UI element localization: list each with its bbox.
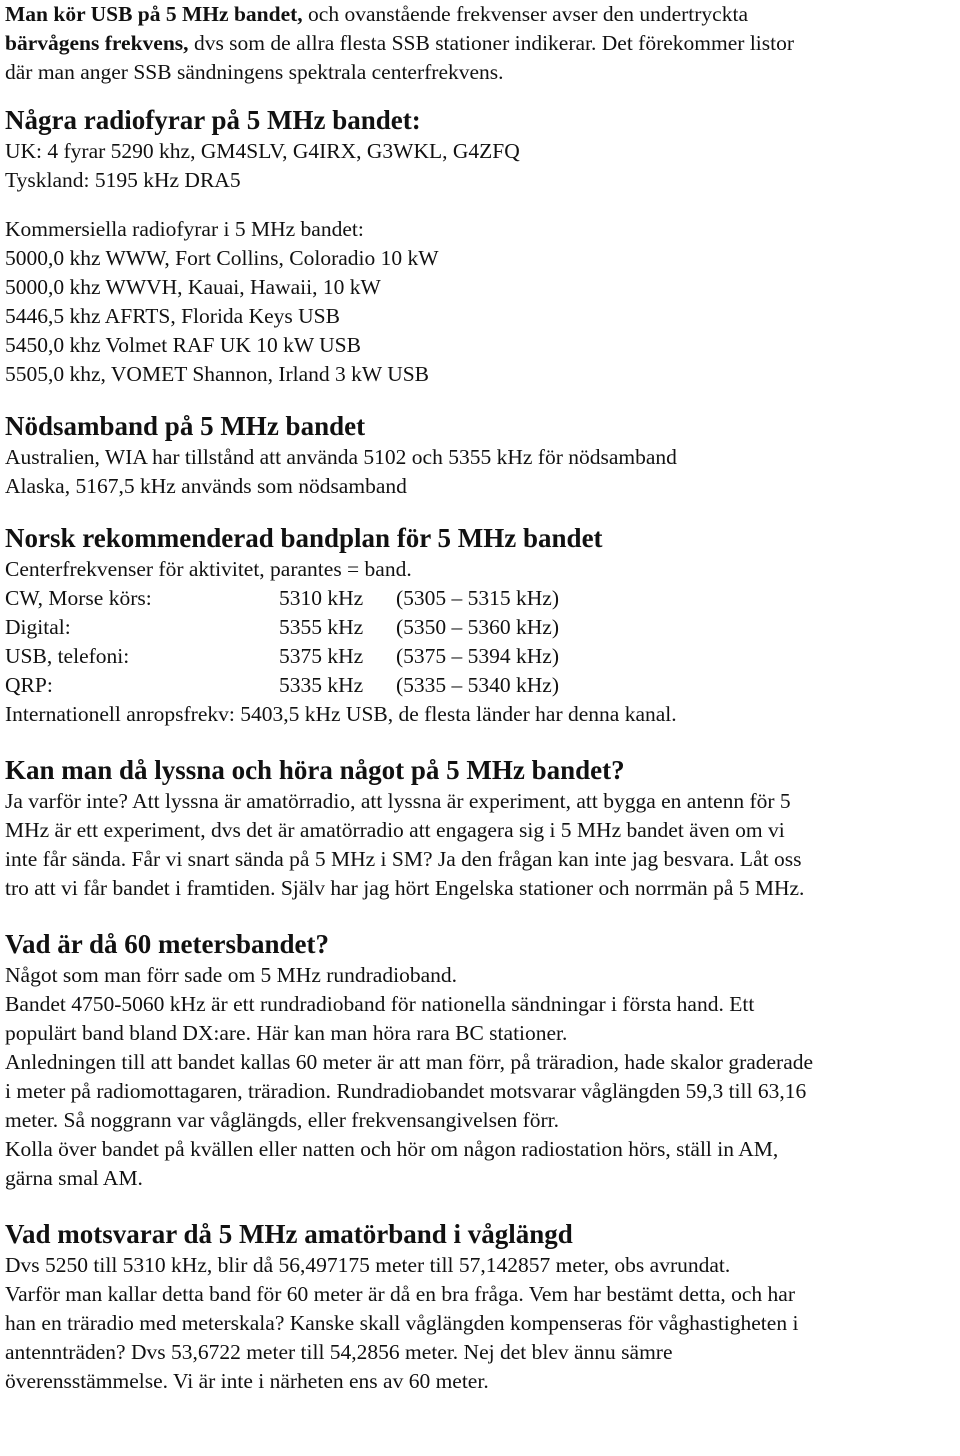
bandplan-mode: CW, Morse körs: bbox=[5, 586, 152, 610]
listen-heading: Kan man då lyssna och höra något på 5 MHz bandet? bbox=[5, 755, 625, 785]
bandplan-mode: Digital: bbox=[5, 615, 71, 639]
emergency-heading: Nödsamband på 5 MHz bandet bbox=[5, 411, 366, 441]
sixty-line: Bandet 4750-5060 kHz är ett rundradioband för nationella sändningar i första hand. Ett bbox=[5, 992, 755, 1016]
sixty-heading: Vad är då 60 metersbandet? bbox=[5, 929, 330, 959]
bandplan-band: (5335 – 5340 kHz) bbox=[396, 673, 560, 697]
wavelength-line: Varför man kallar detta band för 60 meter är då en bra fråga. Vem har bestämt detta, och har bbox=[5, 1282, 795, 1306]
bandplan-mode: USB, telefoni: bbox=[5, 644, 130, 668]
wavelength-line: överensstämmelse. Vi är inte i närheten ens av 60 meter. bbox=[5, 1369, 489, 1393]
bandplan-freq: 5335 kHz bbox=[279, 673, 364, 697]
bandplan-row bbox=[5, 584, 955, 613]
emergency-section bbox=[5, 409, 955, 501]
beacons-section bbox=[5, 103, 955, 195]
intro-line-2 bbox=[5, 29, 955, 58]
intro-line-3: där man anger SSB sändningens spektrala centerfrekvens. bbox=[5, 60, 504, 84]
sixty-line: Något som man förr sade om 5 MHz rundradioband. bbox=[5, 963, 457, 987]
bandplan-section bbox=[5, 521, 955, 729]
intro-paragraph bbox=[5, 0, 955, 87]
bandplan-freq: 5355 kHz bbox=[279, 615, 364, 639]
commercial-line: 5505,0 khz, VOMET Shannon, Irland 3 kW USB bbox=[5, 362, 430, 386]
listen-line: inte får sända. Får vi snart sända på 5 MHz i SM? Ja den frågan kan inte jag besvara. Låt oss bbox=[5, 847, 802, 871]
wavelength-line: Dvs 5250 till 5310 kHz, blir då 56,497175 meter till 57,142857 meter, obs avrundat. bbox=[5, 1253, 731, 1277]
calling-frequency: Internationell anropsfrekv: 5403,5 kHz USB, de flesta länder har denna kanal. bbox=[5, 702, 677, 726]
bandplan-heading: Norsk rekommenderad bandplan för 5 MHz bandet bbox=[5, 523, 603, 553]
commercial-line: 5446,5 khz AFRTS, Florida Keys USB bbox=[5, 304, 340, 328]
sixty-line: Anledningen till att bandet kallas 60 meter är att man förr, på träradion, hade skalor graderade bbox=[5, 1050, 814, 1074]
wavelength-section bbox=[5, 1217, 955, 1396]
wavelength-heading: Vad motsvarar då 5 MHz amatörband i våglängd bbox=[5, 1219, 573, 1249]
sixty-meter-section bbox=[5, 927, 955, 1193]
bandplan-freq: 5375 kHz bbox=[279, 644, 364, 668]
commercial-line: 5000,0 khz WWW, Fort Collins, Coloradio 10 kW bbox=[5, 246, 439, 270]
emergency-line: Alaska, 5167,5 kHz används som nödsamband bbox=[5, 474, 407, 498]
sixty-line: i meter på radiomottagaren, träradion. Rundradiobandet motsvarar våglängden 59,3 till 63,16 bbox=[5, 1079, 807, 1103]
bandplan-band: (5350 – 5360 kHz) bbox=[396, 615, 560, 639]
intro-bold-2: bärvågens frekvens, bbox=[5, 31, 189, 55]
bandplan-row bbox=[5, 642, 955, 671]
beacon-line: UK: 4 fyrar 5290 khz, GM4SLV, G4IRX, G3WKL, G4ZFQ bbox=[5, 139, 520, 163]
sixty-line: gärna smal AM. bbox=[5, 1166, 143, 1190]
sixty-line: Kolla över bandet på kvällen eller natten och hör om någon radiostation hörs, ställ in AM, bbox=[5, 1137, 779, 1161]
intro-line-1 bbox=[5, 0, 955, 29]
wavelength-line: han en träradio med meterskala? Kanske skall våglängden kompenseras för våghastigheten i bbox=[5, 1311, 799, 1335]
listen-line: Ja varför inte? Att lyssna är amatörradio, att lyssna är experiment, att bygga en antenn för 5 bbox=[5, 789, 791, 813]
commercial-line: 5450,0 khz Volmet RAF UK 10 kW USB bbox=[5, 333, 361, 357]
intro-text-1: och ovanstående frekvenser avser den undertryckta bbox=[302, 2, 748, 26]
bandplan-subtitle: Centerfrekvenser för aktivitet, parantes = band. bbox=[5, 557, 412, 581]
bandplan-mode: QRP: bbox=[5, 673, 53, 697]
listen-line: tro att vi får bandet i framtiden. Själv har jag hört Engelska stationer och norrmän på 5 MHz. bbox=[5, 876, 805, 900]
bandplan-band: (5305 – 5315 kHz) bbox=[396, 586, 560, 610]
sixty-line: populärt band bland DX:are. Här kan man höra rara BC stationer. bbox=[5, 1021, 568, 1045]
beacon-line: Tyskland: 5195 kHz DRA5 bbox=[5, 168, 241, 192]
commercial-line: 5000,0 khz WWVH, Kauai, Hawaii, 10 kW bbox=[5, 275, 381, 299]
bandplan-row bbox=[5, 671, 955, 700]
sixty-line: meter. Så noggrann var våglängds, eller frekvensangivelsen förr. bbox=[5, 1108, 560, 1132]
beacons-heading: Några radiofyrar på 5 MHz bandet: bbox=[5, 105, 421, 135]
intro-text-2: dvs som de allra flesta SSB stationer indikerar. Det förekommer listor bbox=[188, 31, 795, 55]
emergency-line: Australien, WIA har tillstånd att använda 5102 och 5355 kHz för nödsamband bbox=[5, 445, 677, 469]
commercial-beacons-section bbox=[5, 215, 955, 389]
wavelength-line: antennträden? Dvs 53,6722 meter till 54,2856 meter. Nej det blev ännu sämre bbox=[5, 1340, 673, 1364]
commercial-heading: Kommersiella radiofyrar i 5 MHz bandet: bbox=[5, 217, 364, 241]
listen-section bbox=[5, 753, 955, 903]
listen-line: MHz är ett experiment, dvs det är amatörradio att engagera sig i 5 MHz bandet även om vi bbox=[5, 818, 785, 842]
bandplan-band: (5375 – 5394 kHz) bbox=[396, 644, 560, 668]
bandplan-row bbox=[5, 613, 955, 642]
bandplan-freq: 5310 kHz bbox=[279, 586, 364, 610]
intro-bold-1: Man kör USB på 5 MHz bandet, bbox=[5, 2, 303, 26]
